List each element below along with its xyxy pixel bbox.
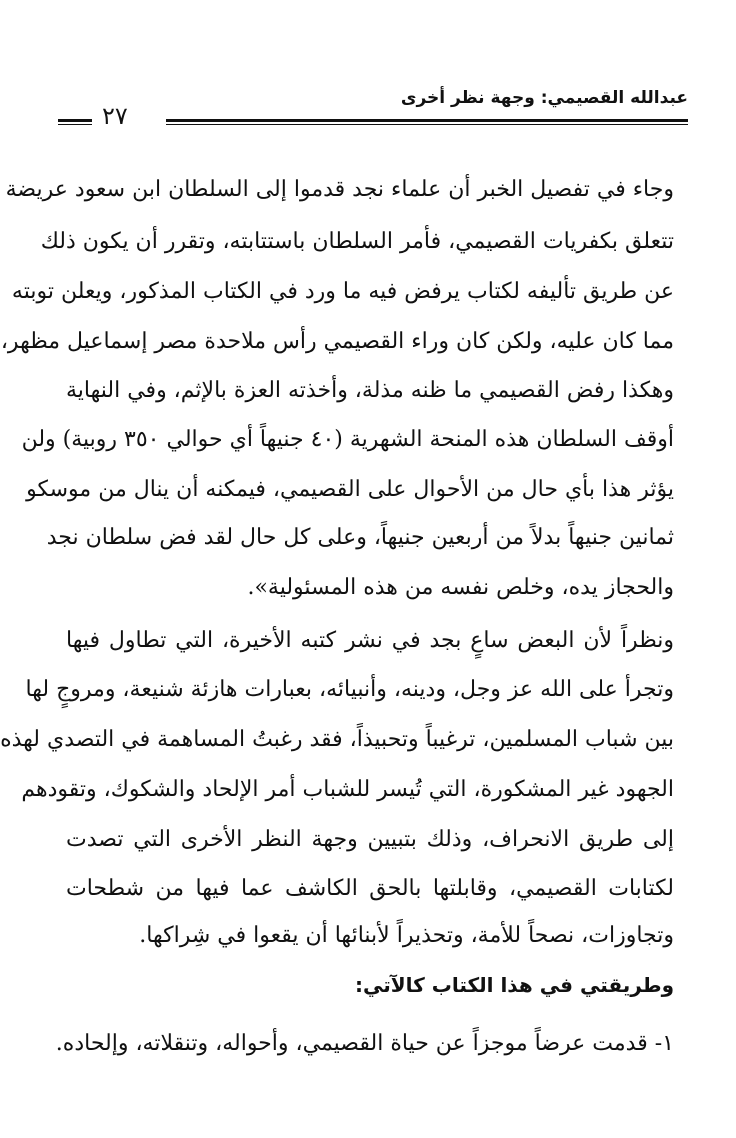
page-number: ٢٧ [102,102,128,130]
header-rule-thin [166,124,688,125]
section-heading: وطريقتي في هذا الكتاب كالآتي: [354,973,674,997]
text-line: وهكذا رفض القصيمي ما ظنه مذلة، وأخذته العزة بالإثم، وفي النهاية [66,378,674,403]
text-line: بين شباب المسلمين، ترغيباً وتحبيذاً، فقد رغبتُ المساهمة في التصدي لهذه [0,727,674,752]
text-line: مما كان عليه، ولكن كان وراء القصيمي رأس ملاحدة مصر إسماعيل مظهر، [0,329,674,354]
text-line: ونظراً لأن البعض ساعٍ بجد في نشر كتبه الأخيرة، التي تطاول فيها [66,628,674,653]
text-line: عن طريق تأليفه لكتاب يرفض فيه ما ورد في الكتاب المذكور، ويعلن توبته [11,279,674,304]
header-rule [166,119,688,122]
text-line: لكتابات القصيمي، وقابلتها بالحق الكاشف عما فيها من شطحات [66,876,674,901]
page-number-rule [58,119,92,122]
text-line: إلى طريق الانحراف، وذلك بتبيين وجهة النظر الأخرى التي تصدت [66,827,674,852]
text-line: أوقف السلطان هذه المنحة الشهرية (٤٠ جنيهاً أي حوالي ٣٥٠ روبية) ولن [21,427,674,452]
list-item: ١- قدمت عرضاً موجزاً عن حياة القصيمي، وأحواله، وتنقلاته، وإلحاده. [55,1031,674,1056]
text-line: الجهود غير المشكورة، التي تُيسر للشباب أمر الإلحاد والشكوك، وتقودهم [21,777,674,802]
text-line: تتعلق بكفريات القصيمي، فأمر السلطان باستتابته، وتقرر أن يكون ذلك [40,229,674,254]
running-title: عبدالله القصيمي: وجهة نظر أخرى [400,88,688,108]
text-line: يؤثر هذا بأي حال من الأحوال على القصيمي، فيمكنه أن ينال من موسكو [26,477,674,502]
page-header [58,82,688,132]
text-line: وتجرأ على الله عز وجل، ودينه، وأنبيائه، بعبارات هازئة شنيعة، ومروجٍ لها [25,677,674,702]
text-line: ثمانين جنيهاً بدلاً من أربعين جنيهاً، وعلى كل حال لقد فض سلطان نجد [46,525,674,550]
text-line: وتجاوزات، نصحاً للأمة، وتحذيراً لأبنائها أن يقعوا في شِراكها. [139,923,674,948]
text-line: وجاء في تفصيل الخبر أن علماء نجد قدموا إلى السلطان ابن سعود عريضة [5,177,674,202]
page-number-rule-thin [58,124,92,125]
text-line: والحجاز يده، وخلص نفسه من هذه المسئولية». [247,575,674,600]
